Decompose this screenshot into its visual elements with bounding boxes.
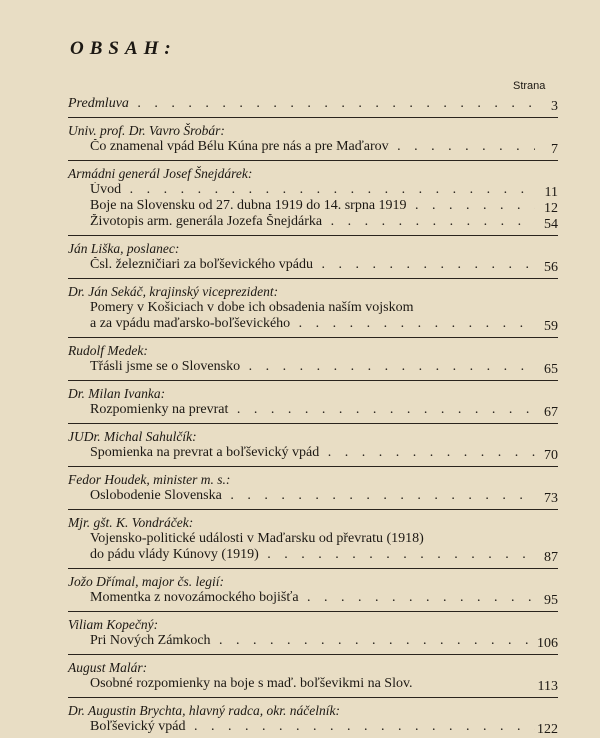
section-divider: [68, 466, 558, 467]
entry-title: Spomienka na prevrat a boľševický vpád . . .: [90, 445, 535, 461]
entry-page: 87: [544, 550, 558, 565]
page-title: OBSAH:: [70, 38, 177, 59]
entry-page: 65: [544, 362, 558, 377]
entry-title: Čsl. železničiari za boľševického vpádu . . .: [90, 257, 535, 273]
toc-entry-preface: [68, 96, 558, 112]
entry-page: 122: [537, 722, 558, 737]
toc-author: Dr. Ján Sekáč, krajinský viceprezident:: [68, 284, 279, 299]
toc-entry: [90, 676, 558, 692]
toc-author: Ján Liška, poslanec:: [68, 241, 180, 256]
toc-entry: [90, 719, 558, 735]
toc-author: Mjr. gšt. K. Vondráček:: [68, 515, 194, 530]
entry-title: Rozpomienky na prevrat . . .: [90, 402, 535, 418]
entry-page: 113: [537, 679, 558, 694]
toc-author: Univ. prof. Dr. Vavro Šrobár:: [68, 123, 225, 138]
toc-entry: [90, 488, 558, 504]
toc-entry: [90, 633, 558, 649]
page-column-label: Strana: [513, 80, 546, 92]
entry-page: 67: [544, 405, 558, 420]
entry-title: Třásli jsme se o Slovensko . . .: [90, 359, 535, 375]
entry-page: 70: [544, 448, 558, 463]
section-divider: [68, 423, 558, 424]
toc-author: Fedor Houdek, minister m. s.:: [68, 472, 231, 487]
entry-page: 56: [544, 260, 558, 275]
entry-page: 73: [544, 491, 558, 506]
entry-title: do pádu vlády Kúnovy (1919) . . .: [90, 547, 535, 563]
entry-title-line1: Vojensko-politické události v Maďarsku od převratu (1918): [90, 531, 424, 546]
entry-title: a za vpádu maďarsko-boľševického . . .: [90, 316, 535, 332]
section-divider: [68, 337, 558, 338]
toc-entry: [90, 182, 558, 198]
entry-title: Pri Nových Zámkoch . . .: [90, 633, 535, 649]
section-divider: [68, 568, 558, 569]
section-divider: [68, 160, 558, 161]
toc-author: Armádni generál Josef Šnejdárek:: [68, 166, 253, 181]
section-divider: [68, 509, 558, 510]
entry-title: Osobné rozpomienky na boje s maď. boľševikmi na Slov.: [90, 676, 413, 691]
entry-page: 106: [537, 636, 558, 651]
table-of-contents: [68, 96, 558, 735]
section-divider: [68, 654, 558, 655]
section-divider: [68, 235, 558, 236]
entry-title: Momentka z novozámockého bojišťa . . .: [90, 590, 535, 606]
entry-title: Úvod . . .: [90, 182, 535, 198]
entry-page: 54: [544, 217, 558, 232]
toc-author: Viliam Kopečný:: [68, 617, 159, 632]
toc-entry: [90, 300, 558, 332]
entry-page: 12: [544, 201, 558, 216]
section-divider: [68, 697, 558, 698]
entry-title: Životopis arm. generála Jozefa Šnejdárka . . .: [90, 214, 535, 230]
entry-title: Čo znamenal vpád Bélu Kúna pre nás a pre Maďarov . . .: [90, 139, 535, 155]
entry-title-line1: Pomery v Košiciach v dobe ich obsadenia naším vojskom: [90, 300, 414, 315]
toc-entry: [90, 531, 558, 563]
section-divider: [68, 611, 558, 612]
entry-page: 11: [544, 185, 558, 200]
toc-entry: [90, 214, 558, 230]
entry-page: 7: [551, 142, 558, 157]
section-divider: [68, 117, 558, 118]
toc-entry: [90, 590, 558, 606]
toc-author: Jožo Dřímal, major čs. legií:: [68, 574, 224, 589]
toc-entry: [90, 198, 558, 214]
toc-author: Rudolf Medek:: [68, 343, 148, 358]
entry-title: Predmluva . . .: [68, 96, 535, 112]
entry-title: Boľševický vpád . . .: [90, 719, 535, 735]
toc-entry: [90, 359, 558, 375]
entry-page: 3: [551, 99, 558, 114]
toc-author: August Malár:: [68, 660, 148, 675]
entry-page: 59: [544, 319, 558, 334]
toc-author: JUDr. Michal Sahulčík:: [68, 429, 197, 444]
toc-entry: [90, 445, 558, 461]
section-divider: [68, 278, 558, 279]
entry-title: Oslobodenie Slovenska . . .: [90, 488, 535, 504]
entry-title: Boje na Slovensku od 27. dubna 1919 do 14. srpna 1919 . . .: [90, 198, 535, 214]
toc-entry: [90, 257, 558, 273]
entry-page: 95: [544, 593, 558, 608]
toc-entry: [90, 139, 558, 155]
toc-entry: [90, 402, 558, 418]
toc-author: Dr. Milan Ivanka:: [68, 386, 166, 401]
toc-author: Dr. Augustin Brychta, hlavný radca, okr. náčelník:: [68, 703, 340, 718]
section-divider: [68, 380, 558, 381]
